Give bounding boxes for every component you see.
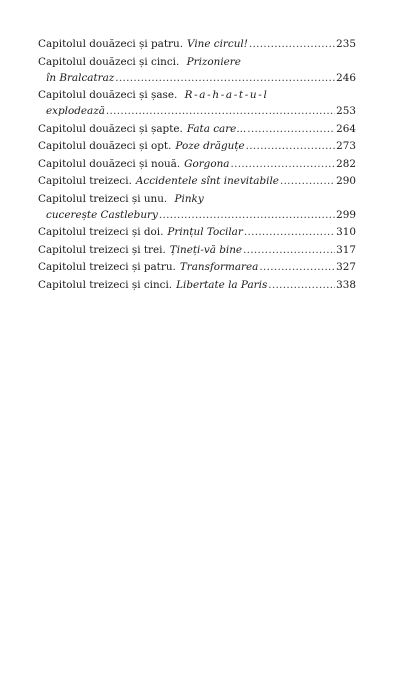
page-number: 338 <box>336 278 356 291</box>
toc-entry <box>38 191 356 223</box>
chapter-title: Prizoniere <box>186 55 241 68</box>
toc-entry <box>38 36 356 52</box>
toc-entry <box>38 54 356 86</box>
chapter-label: Capitolul douăzeci și șase. <box>38 89 178 101</box>
dot-leader <box>242 242 335 258</box>
chapter-title: Prințul Tocilar <box>167 226 243 238</box>
chapter-label: Capitolul douăzeci și șapte. <box>38 122 183 135</box>
dot-leader <box>279 173 335 189</box>
dot-leader <box>114 70 335 86</box>
chapter-label: Capitolul douăzeci și nouă. <box>38 157 181 170</box>
page-number: 253 <box>336 105 356 117</box>
chapter-title: Gorgona <box>184 157 230 170</box>
chapter-label: Capitolul treizeci și patru. <box>38 261 176 273</box>
dot-leader <box>258 259 335 275</box>
page-number: 246 <box>336 71 356 84</box>
chapter-label: Capitolul treizeci și unu. <box>38 192 168 205</box>
page-number: 327 <box>336 261 356 273</box>
chapter-title: Pinky <box>174 192 204 205</box>
page-number: 310 <box>336 226 356 238</box>
dot-leader <box>105 103 335 119</box>
chapter-label: Capitolul douăzeci și cinci. <box>38 55 180 68</box>
dot-leader <box>243 224 335 240</box>
chapter-title: Fata care... <box>186 122 247 135</box>
toc-entry <box>38 242 356 258</box>
chapter-title: Vine circul! <box>187 38 248 50</box>
chapter-title: Transformarea <box>179 261 259 273</box>
dot-leader <box>229 156 335 172</box>
chapter-title: Poze drăguțe <box>175 140 245 152</box>
page-number: 317 <box>336 243 356 256</box>
dot-leader <box>246 121 335 137</box>
page-number: 290 <box>336 175 356 187</box>
dot-leader <box>158 207 335 223</box>
chapter-label: Capitolul douăzeci și opt. <box>38 140 172 152</box>
chapter-title-continued: explodează <box>46 105 105 117</box>
chapter-label: Capitolul treizeci. <box>38 175 132 187</box>
chapter-label: Capitolul treizeci și trei. <box>38 243 166 256</box>
dot-leader <box>245 138 336 154</box>
toc-entry <box>38 87 356 119</box>
page-number: 264 <box>336 122 356 135</box>
toc-entry <box>38 156 356 172</box>
chapter-label: Capitolul douăzeci și patru. <box>38 38 183 50</box>
page-number: 299 <box>336 208 356 221</box>
page-number: 235 <box>336 38 356 50</box>
chapter-title: R-a-h-a-t-u-l <box>184 89 269 101</box>
toc-entry <box>38 259 356 275</box>
toc-entry <box>38 224 356 240</box>
dot-leader <box>267 277 335 293</box>
chapter-label: Capitolul treizeci și cinci. <box>38 278 173 291</box>
chapter-title: Țineți-vă bine <box>169 243 243 256</box>
toc-entry <box>38 138 356 154</box>
chapter-title-continued: în Bralcatraz <box>46 71 115 84</box>
chapter-title: Libertate la Paris <box>176 278 268 291</box>
chapter-label: Capitolul treizeci și doi. <box>38 226 164 238</box>
page-number: 282 <box>336 157 356 170</box>
toc-entry <box>38 277 356 293</box>
table-of-contents <box>38 36 356 294</box>
toc-entry <box>38 121 356 137</box>
chapter-title: Accidentele sînt inevitabile <box>135 175 279 187</box>
toc-entry <box>38 173 356 189</box>
chapter-title-continued: cucerește Castlebury <box>46 208 158 221</box>
dot-leader <box>248 36 335 52</box>
page-number: 273 <box>336 140 356 152</box>
